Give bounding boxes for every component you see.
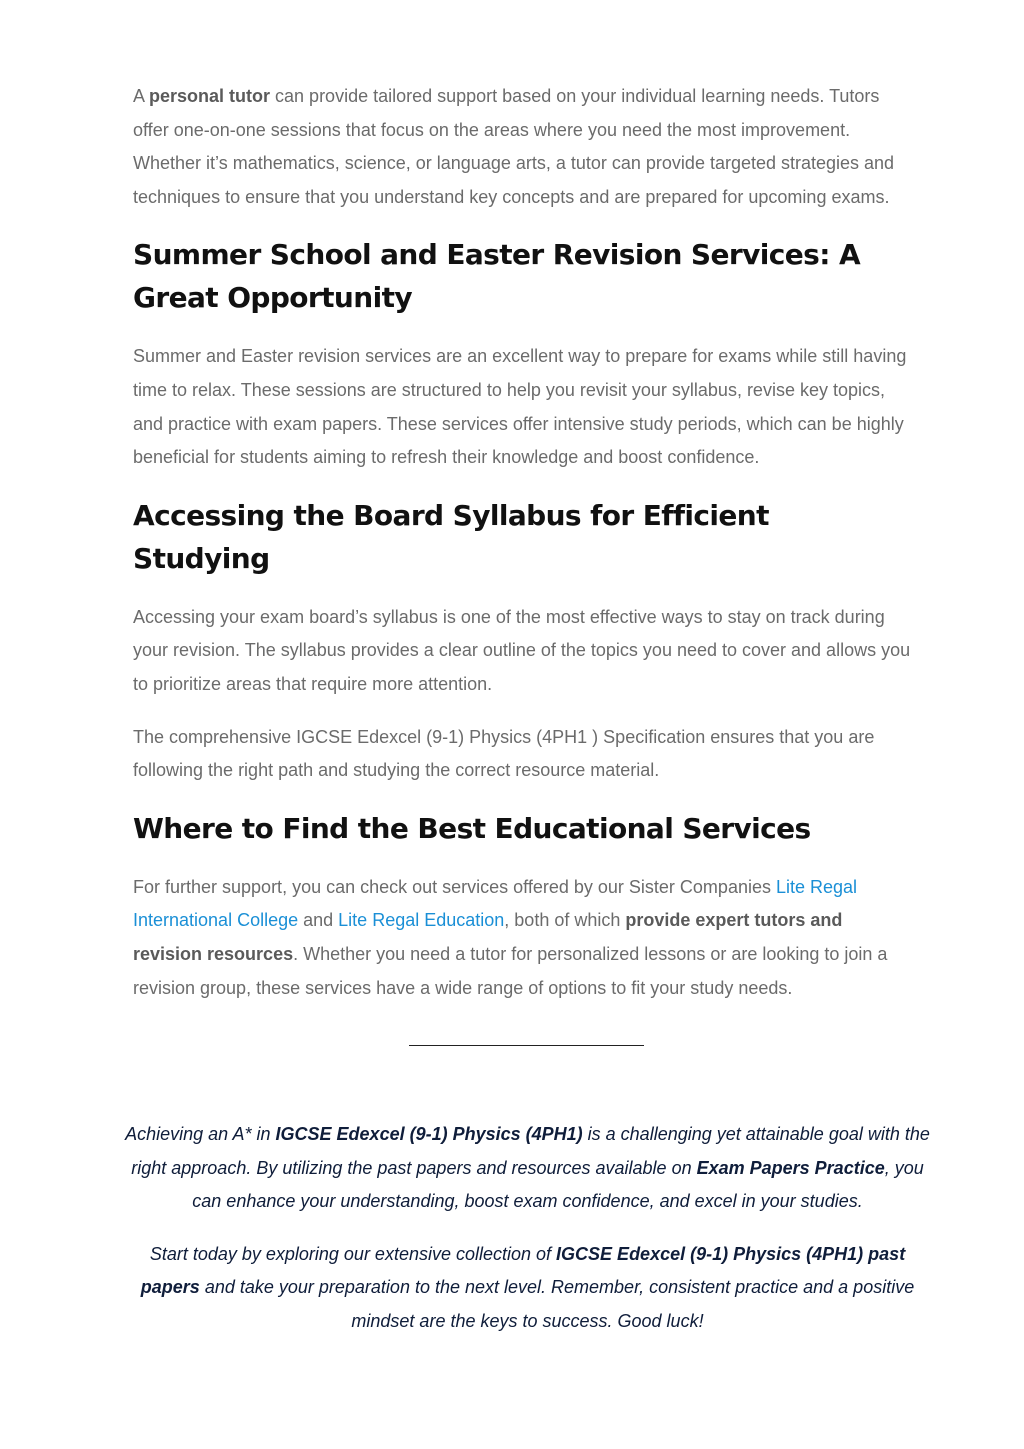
closing-bold-site: Exam Papers Practice	[696, 1157, 885, 1178]
intro-bold-term: personal tutor	[149, 86, 271, 106]
syllabus-paragraph-1: Accessing your exam board’s syllabus is one of the most effective ways to stay on track during your revision. The syllabus provides a clear outline of the topics you need to cover and allows you to prioritize areas that require more attention.	[133, 606, 911, 694]
closing-block	[120, 1118, 935, 1358]
closing-paragraph-2	[120, 1238, 935, 1339]
services-heading: Where to Find the Best Educational Services	[133, 811, 811, 845]
closing2-text-a: Start today by exploring our extensive collection of	[149, 1243, 557, 1264]
services-bold-text: provide expert tutors and revision resources	[133, 910, 843, 964]
summer-school-paragraph: Summer and Easter revision services are an excellent way to prepare for exams while still having time to relax. These sessions are structured to help you revisit your syllabus, revise key topics, and practice with exam papers. These services offer intensive study periods, which can be highly beneficial for students aiming to refresh their knowledge and boost confidence.	[133, 346, 907, 468]
syllabus-heading: Accessing the Board Syllabus for Efficient Studying	[133, 498, 769, 575]
lite-regal-college-link[interactable]: Lite Regal International College	[133, 876, 858, 931]
closing-text-b: is a challenging yet attainable goal with the right approach. By utilizing the past papers and resources available on	[131, 1124, 930, 1178]
lite-regal-education-link[interactable]: Lite Regal Education	[338, 910, 505, 931]
closing-paragraph-1	[120, 1118, 935, 1219]
section-divider	[409, 1045, 644, 1046]
intro-paragraph	[133, 80, 913, 214]
services-paragraph	[133, 871, 913, 1005]
services-text-c: , both of which	[504, 910, 626, 931]
services-text-d: . Whether you need a tutor for personalized lessons or are looking to join a revision group, these services have a wide range of options to fit your study needs.	[133, 943, 888, 998]
intro-text-rest: can provide tailored support based on your individual learning needs. Tutors offer one-on-one sessions that focus on the areas where you need the most improvement. Whether it’s mathematics, science, or language arts, a tutor can provide targeted strategies and techniques to ensure that you understand key concepts and are prepared for upcoming exams.	[133, 86, 895, 207]
closing2-text-b: and take your preparation to the next level. Remember, consistent practice and a positive mindset are the keys to success. Good luck!	[199, 1277, 915, 1331]
services-text-b: and	[298, 910, 339, 931]
syllabus-paragraph-2: The comprehensive IGCSE Edexcel (9-1) Physics (4PH1 ) Specification ensures that you are following the right path and studying the correct resource material.	[133, 726, 875, 781]
closing-text-a: Achieving an A* in	[125, 1124, 276, 1144]
closing-text-c: , you can enhance your understanding, boost exam confidence, and excel in your studies.	[192, 1157, 924, 1212]
intro-text-prefix: A	[133, 86, 150, 106]
services-text-a: For further support, you can check out services offered by our Sister Companies	[133, 876, 776, 897]
closing-bold-subject: IGCSE Edexcel (9-1) Physics (4PH1)	[275, 1124, 583, 1144]
article-body	[133, 80, 913, 1106]
summer-school-heading: Summer School and Easter Revision Services: A Great Opportunity	[133, 238, 861, 315]
closing2-bold-papers: IGCSE Edexcel (9-1) Physics (4PH1) past papers	[140, 1243, 906, 1298]
